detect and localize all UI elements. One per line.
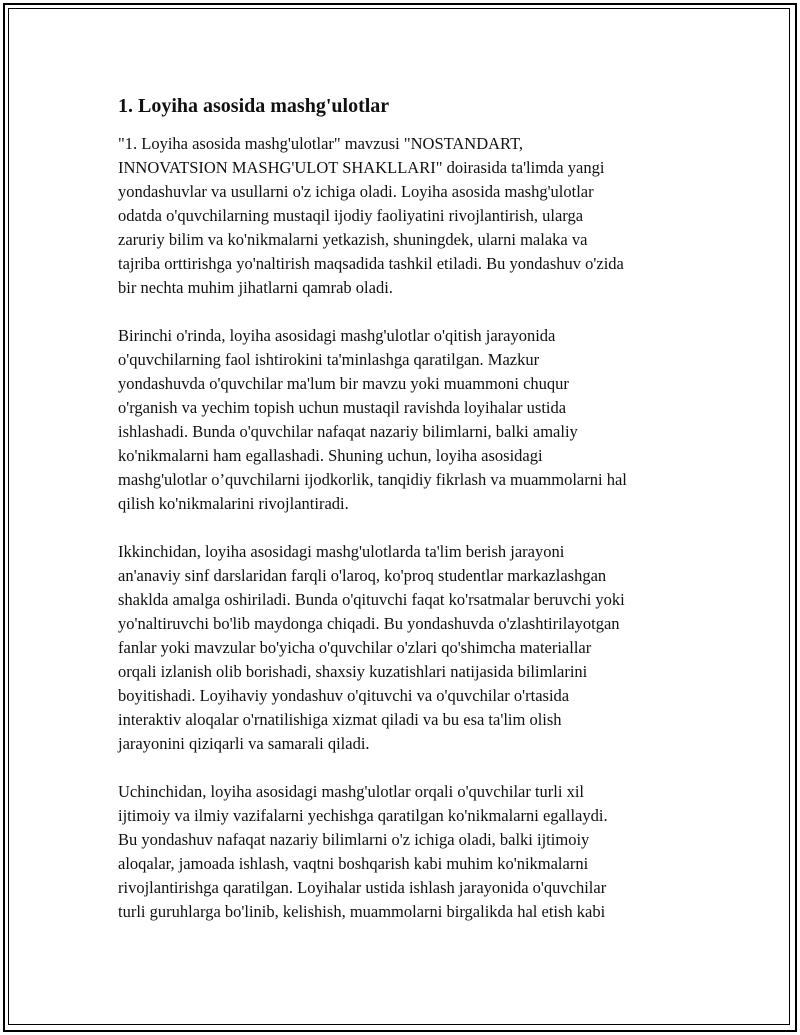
text-line: yondashuvlar va usullarni o'z ichiga oladi. Loyiha asosida mashg'ulotlar — [118, 182, 594, 201]
text-line: Birinchi o'rinda, loyiha asosidagi mashg'ulotlar o'qitish jarayonida — [118, 326, 556, 345]
text-line: o'rganish va yechim topish uchun mustaqil ravishda loyihalar ustida — [118, 398, 567, 417]
text-line: qilish ko'nikmalarini rivojlantiradi. — [118, 494, 349, 513]
text-line: yondashuvda o'quvchilar ma'lum bir mavzu yoki muammoni chuqur — [118, 374, 569, 393]
text-line: an'anaviy sinf darslaridan farqli o'laroq, ko'proq studentlar markazlashgan — [118, 566, 607, 585]
text-line: Uchinchidan, loyiha asosidagi mashg'ulotlar orqali o'quvchilar turli xil — [118, 782, 585, 801]
text-line: INNOVATSION MASHG'ULOT SHAKLLARI" doirasida ta'limda yangi — [118, 158, 605, 177]
paragraph-2 — [118, 324, 688, 516]
text-line: Ikkinchidan, loyiha asosidagi mashg'ulotlarda ta'lim berish jarayoni — [118, 542, 565, 561]
text-line: yo'naltiruvchi bo'lib maydonga chiqadi. Bu yondashuvda o'zlashtirilayotgan — [118, 614, 620, 633]
text-line: rivojlantirishga qaratilgan. Loyihalar ustida ishlash jarayonida o'quvchilar — [118, 878, 607, 897]
text-line: ijtimoiy va ilmiy vazifalarni yechishga qaratilgan ko'nikmalarni egallaydi. — [118, 806, 608, 825]
text-line: ishlashadi. Bunda o'quvchilar nafaqat nazariy bilimlarni, balki amaliy — [118, 422, 578, 441]
text-line: tajriba orttirishga yo'naltirish maqsadida tashkil etiladi. Bu yondashuv o'zida — [118, 254, 624, 273]
text-line: bir nechta muhim jihatlarni qamrab oladi. — [118, 278, 393, 297]
text-line: odatda o'quvchilarning mustaqil ijodiy faoliyatini rivojlantirish, ularga — [118, 206, 584, 225]
paragraph-4 — [118, 780, 688, 924]
text-line: interaktiv aloqalar o'rnatilishiga xizmat qiladi va bu esa ta'lim olish — [118, 710, 562, 729]
text-line: jarayonini qiziqarli va samarali qiladi. — [118, 734, 370, 753]
text-line: turli guruhlarga bo'linib, kelishish, muammolarni birgalikda hal etish kabi — [118, 902, 606, 921]
text-line: shaklda amalga oshiriladi. Bunda o'qituvchi faqat ko'rsatmalar beruvchi yoki — [118, 590, 625, 609]
text-line: Bu yondashuv nafaqat nazariy bilimlarni o'z ichiga oladi, balki ijtimoiy — [118, 830, 590, 849]
paragraph-3 — [118, 540, 688, 756]
document-body — [118, 92, 688, 948]
text-line: zaruriy bilim va ko'nikmalarni yetkazish, shuningdek, ularni malaka va — [118, 230, 588, 249]
text-line: ko'nikmalarni ham egallashadi. Shuning uchun, loyiha asosidagi — [118, 446, 543, 465]
paragraph-1 — [118, 132, 688, 300]
text-line: mashg'ulotlar o’quvchilarni ijodkorlik, tanqidiy fikrlash va muammolarni hal — [118, 470, 627, 489]
text-line: boyitishadi. Loyihaviy yondashuv o'qituvchi va o'quvchilar o'rtasida — [118, 686, 570, 705]
text-line: "1. Loyiha asosida mashg'ulotlar" mavzusi "NOSTANDART, — [118, 134, 524, 153]
text-line: o'quvchilarning faol ishtirokini ta'minlashga qaratilgan. Mazkur — [118, 350, 540, 369]
text-line: fanlar yoki mavzular bo'yicha o'quvchilar o'zlari qo'shimcha materiallar — [118, 638, 592, 657]
text-line: orqali izlanish olib borishadi, shaxsiy kuzatishlari natijasida bilimlarini — [118, 662, 588, 681]
document-title: 1. Loyiha asosida mashg'ulotlar — [118, 95, 390, 117]
text-line: aloqalar, jamoada ishlash, vaqtni boshqarish kabi muhim ko'nikmalarni — [118, 854, 589, 873]
